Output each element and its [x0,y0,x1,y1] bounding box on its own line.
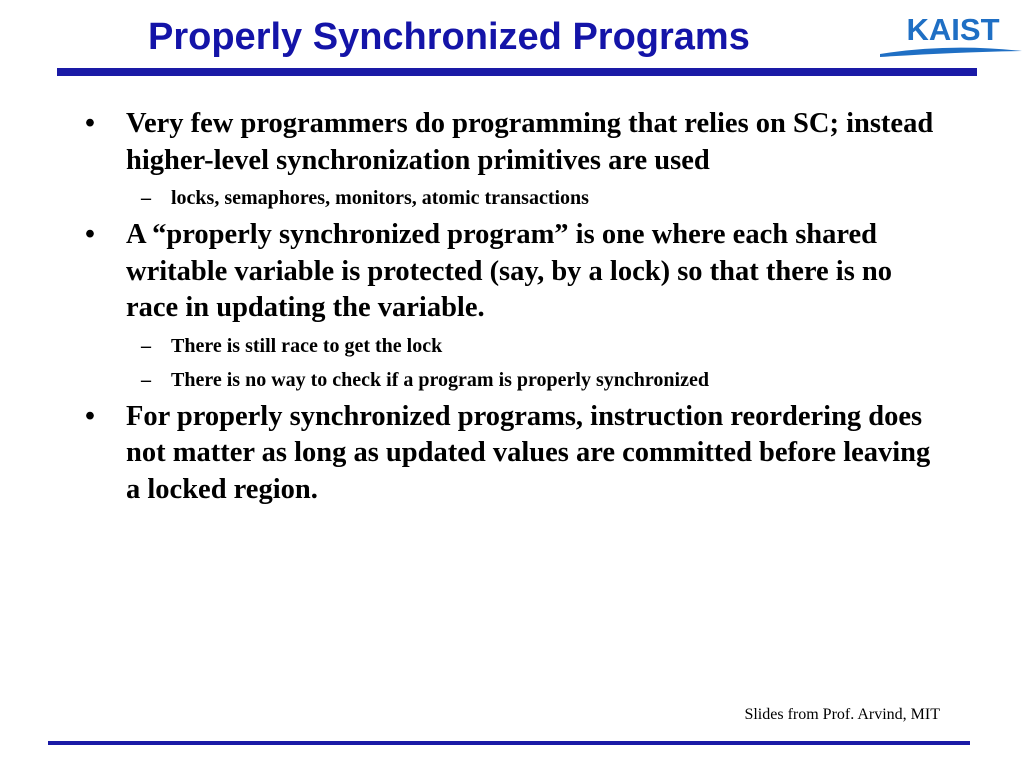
bullet-icon: • [85,219,95,250]
slide-credit: Slides from Prof. Arvind, MIT [744,706,940,723]
sub-bullet-item [85,365,945,395]
title-divider [57,68,977,76]
dash-icon: – [141,368,151,391]
dash-icon: – [141,334,151,357]
dash-icon: – [141,187,151,209]
sub-bullet-text: locks, semaphores, monitors, atomic transactions [171,187,589,209]
kaist-logo [878,10,1024,64]
bullet-text: Very few programmers do programming that relies on SC; instead higher-level synchronization primitives are used [126,108,934,176]
kaist-logo-swoosh [880,48,1022,57]
bullet-item [85,106,945,179]
bullet-item [85,217,945,327]
sub-bullet-text: There is still race to get the lock [171,334,443,357]
sub-bullet-item [85,331,945,361]
bullet-text: For properly synchronized programs, instruction reordering does not matter as long as updated values are committed before leaving a locked region. [126,400,931,505]
bullet-item [85,399,945,509]
bullet-text: A “properly synchronized program” is one where each shared writable variable is protected (say, by a lock) so that there is no race in updating the variable. [126,219,893,323]
sub-bullet-text: There is no way to check if a program is properly synchronized [171,368,709,391]
sub-bullet-item [85,183,945,213]
bullet-icon: • [85,108,95,139]
footer-divider [48,741,970,745]
slide-body [85,106,945,512]
bullet-icon: • [85,400,95,432]
slide-title: Properly Synchronized Programs [148,16,750,58]
kaist-logo-text: KAIST [906,12,1000,47]
